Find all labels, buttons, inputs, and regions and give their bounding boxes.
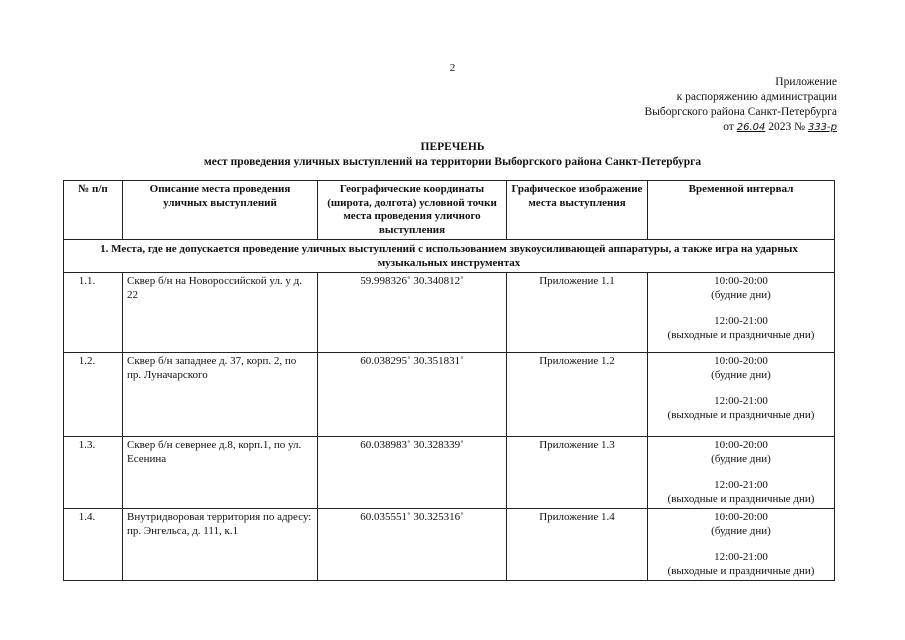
document-title	[0, 140, 905, 170]
date-prefix: от	[723, 121, 734, 133]
weekday-label: (будние дни)	[711, 288, 771, 301]
appendix-date-line	[644, 120, 837, 135]
row-coordinates: 60.038295˚ 30.351831˚	[318, 353, 507, 437]
table-row	[64, 273, 835, 353]
title-subtitle: мест проведения уличных выступлений на территории Выборгского района Санкт-Петербурга	[203, 156, 702, 168]
order-number-value: 333-р	[807, 122, 837, 133]
locations-table	[63, 180, 835, 581]
appendix-line2: к распоряжению администрации	[676, 91, 837, 103]
row-image-ref: Приложение 1.2	[507, 353, 648, 437]
section-row	[64, 240, 835, 273]
table-row	[64, 353, 835, 437]
page-number: 2	[449, 62, 456, 74]
row-coordinates: 60.035551˚ 30.325316˚	[318, 509, 507, 581]
weekend-label: (выходные и праздничные дни)	[667, 564, 815, 577]
weekend-time: 12:00-21:00	[714, 315, 768, 327]
row-num: 1.4.	[64, 509, 123, 581]
row-num: 1.1.	[64, 273, 123, 353]
weekend-label: (выходные и праздничные дни)	[667, 408, 815, 421]
row-description: Сквер б/н на Новороссийской ул. у д. 22	[123, 273, 318, 353]
weekday-label: (будние дни)	[711, 524, 771, 537]
weekend-label: (выходные и праздничные дни)	[667, 328, 815, 341]
weekday-time: 10:00-20:00	[714, 275, 768, 287]
row-interval	[648, 509, 835, 581]
row-coordinates: 59.998326˚ 30.340812˚	[318, 273, 507, 353]
appendix-block	[644, 75, 837, 135]
row-description: Внутридворовая территория по адресу: пр. Энгельса, д. 111, к.1	[123, 509, 318, 581]
header-image: Графическое изображение места выступления	[507, 181, 648, 240]
weekend-time: 12:00-21:00	[714, 479, 768, 491]
row-image-ref: Приложение 1.3	[507, 437, 648, 509]
row-description: Сквер б/н западнее д. 37, корп. 2, по пр. Луначарского	[123, 353, 318, 437]
row-interval	[648, 273, 835, 353]
title-heading: ПЕРЕЧЕНЬ	[420, 141, 485, 153]
row-description: Сквер б/н севернее д.8, корп.1, по ул. Есенина	[123, 437, 318, 509]
weekday-time: 10:00-20:00	[714, 439, 768, 451]
weekday-label: (будние дни)	[711, 368, 771, 381]
header-interval: Временной интервал	[648, 181, 835, 240]
table-row	[64, 509, 835, 581]
table-header-row	[64, 181, 835, 240]
appendix-line1: Приложение	[775, 76, 837, 88]
weekend-time: 12:00-21:00	[714, 551, 768, 563]
row-image-ref: Приложение 1.1	[507, 273, 648, 353]
header-coordinates: Географические координаты (широта, долгота) условной точки места проведения уличного выступления	[318, 181, 507, 240]
row-interval	[648, 353, 835, 437]
year-number-label: 2023 №	[768, 121, 806, 133]
appendix-line3: Выборгского района Санкт-Петербурга	[644, 106, 837, 118]
weekend-time: 12:00-21:00	[714, 395, 768, 407]
weekday-time: 10:00-20:00	[714, 355, 768, 367]
row-num: 1.2.	[64, 353, 123, 437]
row-interval	[648, 437, 835, 509]
table-row	[64, 437, 835, 509]
row-image-ref: Приложение 1.4	[507, 509, 648, 581]
weekend-label: (выходные и праздничные дни)	[667, 492, 815, 505]
date-value: 26.04	[736, 122, 766, 133]
weekday-label: (будние дни)	[711, 452, 771, 465]
row-coordinates: 60.038983˚ 30.328339˚	[318, 437, 507, 509]
header-description: Описание места проведения уличных выступлений	[123, 181, 318, 240]
weekday-time: 10:00-20:00	[714, 511, 768, 523]
section-label: 1. Места, где не допускается проведение уличных выступлений с использованием звукоусиливающей аппаратуры, а также игра на ударных музыкальных инструментах	[64, 240, 835, 273]
header-num: № п/п	[64, 181, 123, 240]
row-num: 1.3.	[64, 437, 123, 509]
